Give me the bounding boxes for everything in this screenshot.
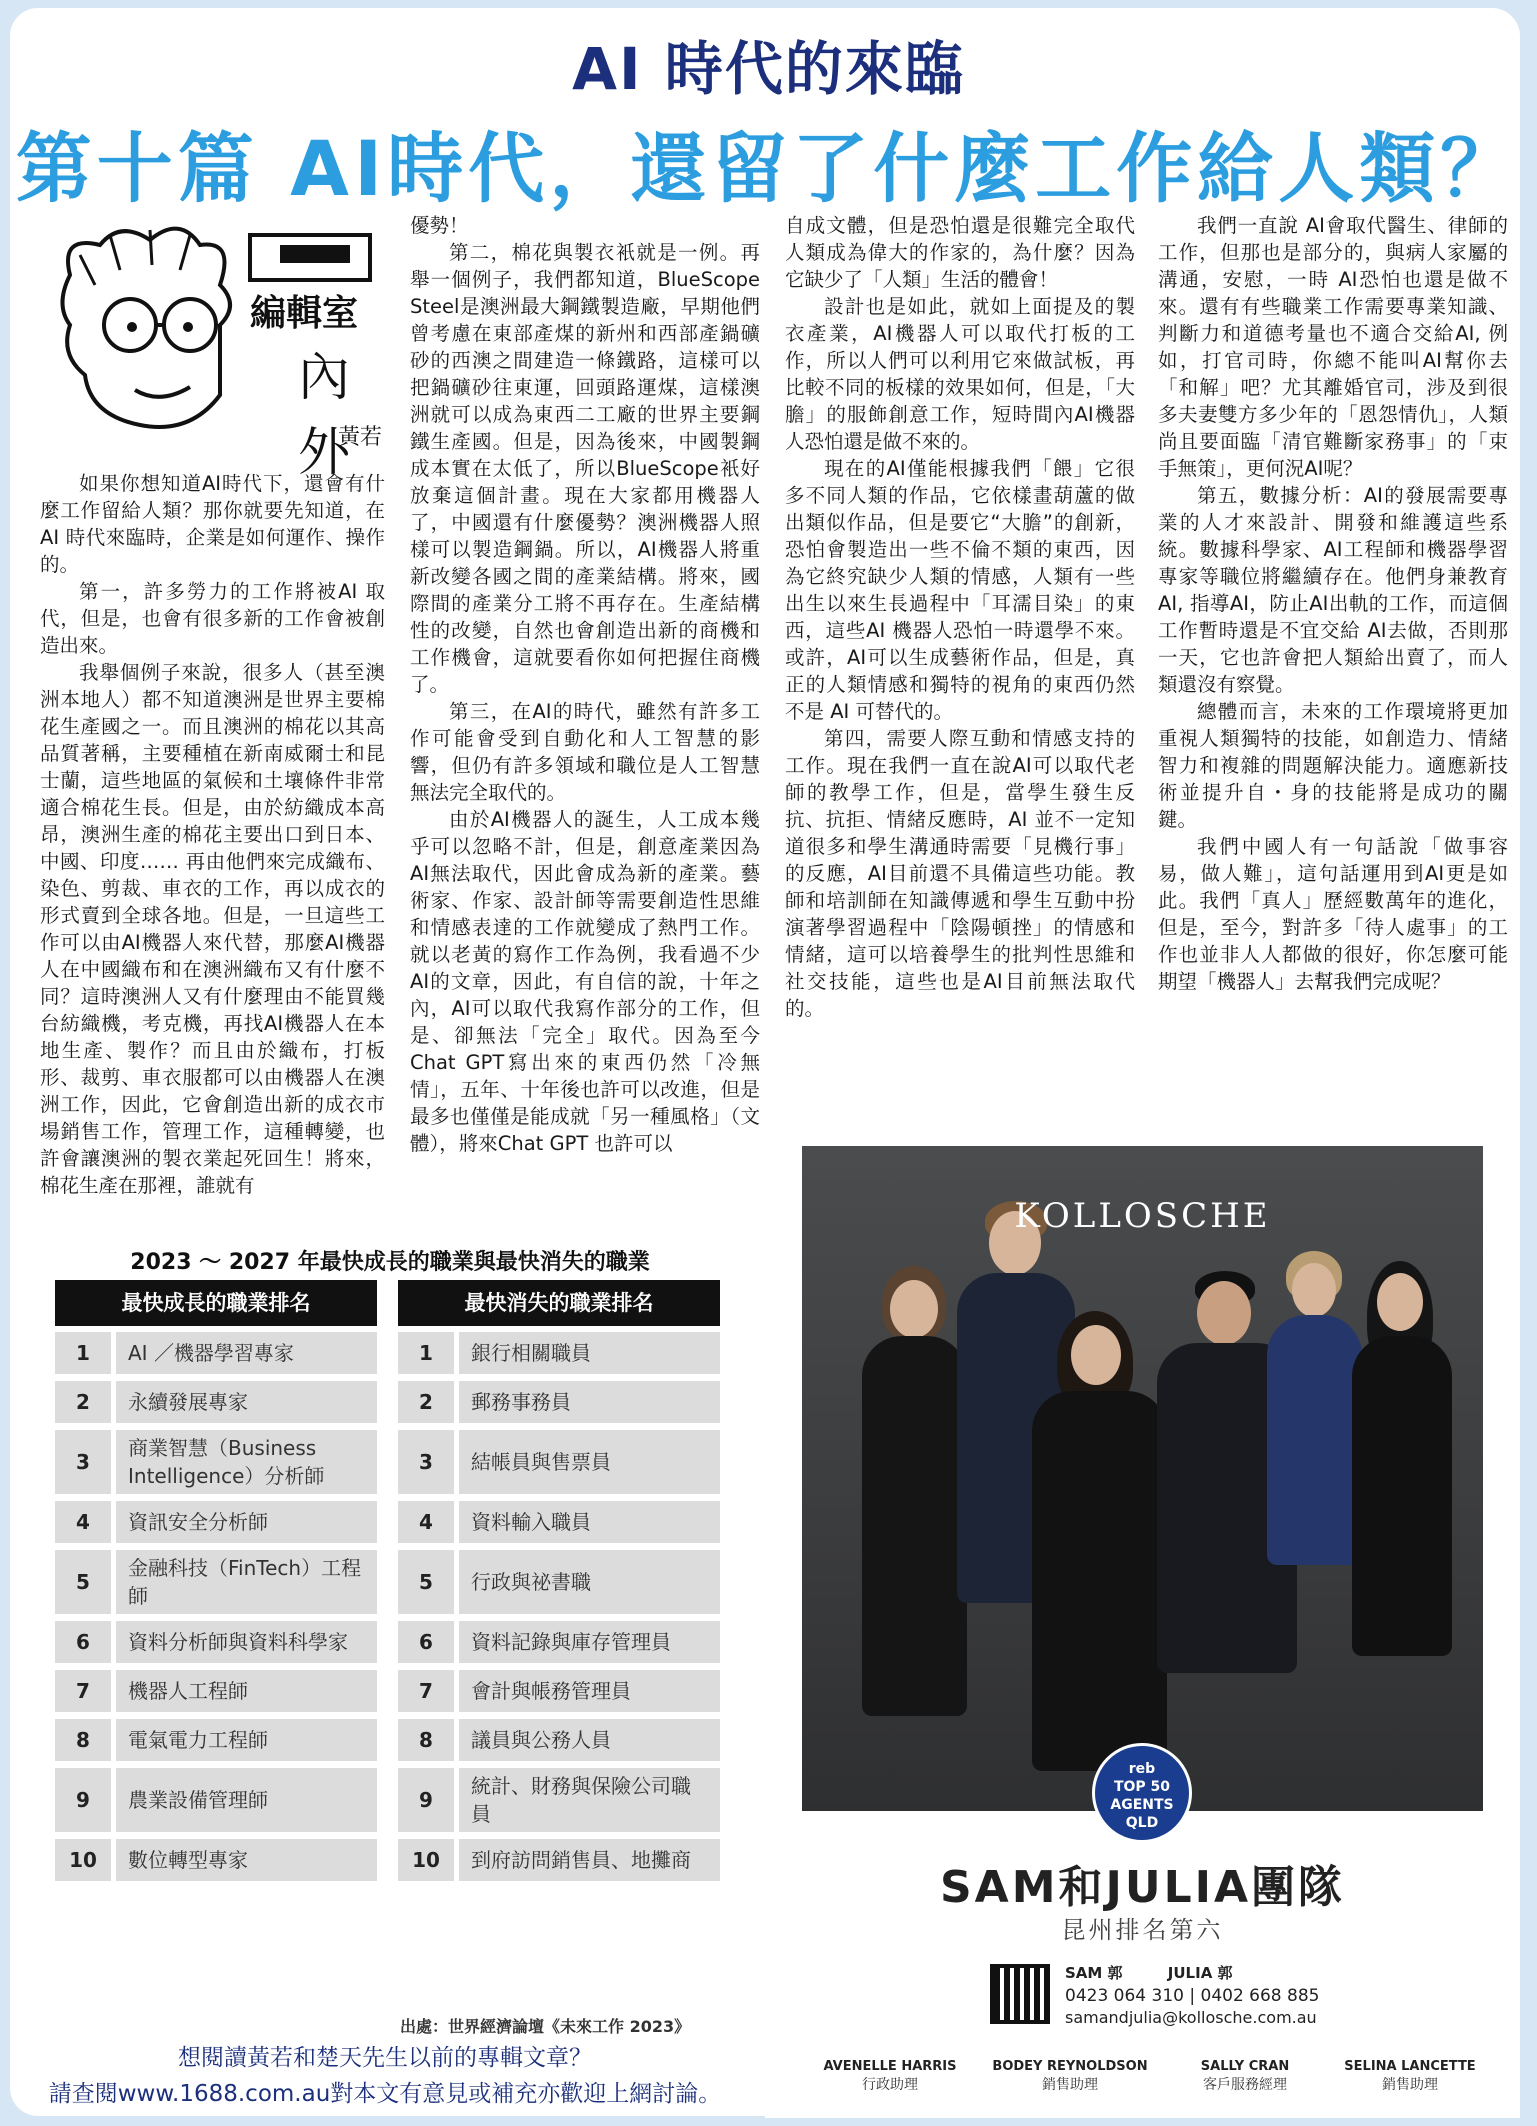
paragraph: 由於AI機器人的誕生，人工成本幾乎可以忽略不計，但是，創意產業因為AI無法取代，因此會成為新的產業。藝術家、作家、設計師等需要創造性思維和情感表達的工作就變成了熱門工作。就以老黃的寫作工作為例，我看過不少AI的文章，因此，有自信的說，十年之內，AI可以取代我寫作部分的工作，但是、卻無法「完全」取代。因為至今Chat GPT寫出來的東西仍然「冷無情」，五年、十年後也許可以改進，但是最多也僅僅是能成就「另一種風格」（文體），將來Chat GPT 也許可以 (410, 808, 760, 1155)
job-title: 永續發展專家 (116, 1381, 377, 1423)
paragraph: 我舉個例子來說，很多人（甚至澳洲本地人）都不知道澳洲是世界主要棉花生產國之一。而且澳洲的棉花以其高品質著稱，主要種植在新南威爾士和昆士蘭，這些地區的氣候和土壤條件非常適合棉花生長。但是，由於紡織成本高昂，澳洲生產的棉花主要出口到日本、中國、印度…… 再由他們來完成織布、染色、剪裁、車衣的工作，再以成衣的形式賣到全球各地。但是，一旦這些工作可以由AI機器人來代替，那麼AI機器人在中國織布和在澳洲織布又有什麼不同？這時澳洲人又有什麼理由不能買幾台紡織機，考克機，再找AI機器人在本地生產、製作？而且由於織布，打板形、裁剪、車衣服都可以由機器人在澳洲工作，因此，它會創造出新的成衣市場銷售工作，管理工作，這種轉變，也許會讓澳洲的製衣業起死回生！將來，棉花生產在那裡，誰就有 (40, 661, 385, 1197)
table-row (398, 1430, 720, 1494)
declining-jobs-table (398, 1280, 720, 1888)
agent-names (1065, 1962, 1273, 1983)
rank-number: 4 (55, 1501, 111, 1543)
table-row (55, 1332, 377, 1374)
job-title: 數位轉型專家 (116, 1839, 377, 1881)
paragraph: 自成文體，但是恐怕還是很難完全取代人類成為偉大的作家的，為什麼？因為它缺少了「人類」生活的體會！ (785, 214, 1135, 291)
table-row (398, 1768, 720, 1832)
paragraph: 優勢！ (410, 214, 469, 237)
staff-name: SELINA LANCETTE (1344, 2059, 1476, 2074)
agent-name: JULIA 郭 (1167, 1964, 1233, 1982)
table-row (55, 1621, 377, 1663)
article-headline: 第十篇 AI時代，還留了什麼工作給人類？ (15, 124, 1522, 213)
table-row (55, 1768, 377, 1832)
table-row (55, 1670, 377, 1712)
award-badge (1092, 1743, 1192, 1843)
rank-number: 2 (398, 1381, 454, 1423)
article-column-1 (40, 470, 385, 1199)
column-subtitle: 內外 (298, 348, 351, 483)
rank-number: 9 (398, 1768, 454, 1832)
job-title: 資訊安全分析師 (116, 1501, 377, 1543)
paragraph: 如果你想知道AI時代下，還會有什麼工作留給人類？那你就要先知道，在AI 時代來臨時，企業是如何運作、操作的。 (40, 472, 385, 576)
staff-member (1170, 2059, 1320, 2094)
real-estate-advertisement (765, 1066, 1520, 2118)
table-title: 2023 ～ 2027 年最快成長的職業與最快消失的職業 (130, 1250, 650, 1275)
phone-numbers[interactable]: 0423 064 310 | 0402 668 885 (1065, 1986, 1320, 2006)
paragraph: 現在的AI僅能根據我們「餵」它很多不同人類的作品，它依樣畫葫蘆的做出類似作品，但是要它“大膽”的創新，恐怕會製造出一些不倫不類的東西，因為它終究缺少人類的情感，人類有一些出生以來生長過程中「耳濡目染」的東西，這些AI 機器人恐怕一時還學不來。或許，AI可以生成藝術作品，但是，真正的人類情感和獨特的視角的東西仍然不是 AI 可替代的。 (785, 457, 1135, 723)
job-title: 統計、財務與保險公司職員 (459, 1768, 720, 1832)
paragraph: 我們一直說 AI會取代醫生、律師的工作，但那也是部分的，與病人家屬的溝通，安慰，一時 AI恐怕也還是做不來。還有有些職業工作需要專業知識、判斷力和道德考量也不適合交給AI, 例如，打官司時，你總不能叫AI幫你去「和解」吧？尤其離婚官司，涉及到很多夫妻雙方多少年的「恩怨情仇」，人類尚且要面臨「清官難斷家務事」的「束手無策」，更何況AI呢？ (1158, 214, 1508, 480)
table-row (55, 1430, 377, 1494)
rank-number: 2 (55, 1381, 111, 1423)
job-title: 農業設備管理師 (116, 1768, 377, 1832)
footer-line: 想閱讀黃若和楚天先生以前的專輯文章？ (178, 2045, 592, 2071)
footer-note (10, 2040, 760, 2112)
table-row (55, 1381, 377, 1423)
job-title: 銀行相關職員 (459, 1332, 720, 1374)
table-row (398, 1621, 720, 1663)
staff-name: SALLY CRAN (1200, 2059, 1290, 2074)
team-name: SAM和JULIA團隊 (939, 1862, 1346, 1913)
rank-number: 5 (398, 1550, 454, 1614)
column-logo (40, 215, 400, 483)
staff-role: 行政助理 (862, 2077, 918, 2093)
agent-name: SAM 郭 (1065, 1964, 1123, 1982)
job-title: 資料分析師與資料科學家 (116, 1621, 377, 1663)
job-title: 行政與祕書職 (459, 1550, 720, 1614)
qr-code-icon[interactable] (990, 1964, 1050, 2024)
staff-role: 銷售助理 (1042, 2077, 1098, 2093)
staff-role: 客戶服務經理 (1203, 2077, 1287, 2093)
table-row (398, 1839, 720, 1881)
rank-number: 7 (55, 1670, 111, 1712)
table-row (55, 1719, 377, 1761)
paragraph: 第五，數據分析：AI的發展需要專業的人才來設計、開發和維護這些系統。數據科學家、AI工程師和機器學習專家等職位將繼續存在。他們身兼教育AI, 指導AI，防止AI出軌的工作，而這個工作暫時還是不宜交給 AI去做，否則那一天，它也許會把人類給出賣了，而人類還沒有察覺。 (1158, 484, 1508, 696)
table-row (398, 1550, 720, 1614)
rank-number: 3 (398, 1430, 454, 1494)
paragraph: 總體而言，未來的工作環境將更加重視人類獨特的技能，如創造力、情緒智力和複雜的問題解決能力。適應新技術並提升自・身的技能將是成功的關鍵。 (1158, 700, 1508, 831)
email-address[interactable]: samandjulia@kollosche.com.au (1065, 2008, 1317, 2027)
job-title: 機器人工程師 (116, 1670, 377, 1712)
staff-name: BODEY REYNOLDSON (992, 2059, 1148, 2074)
job-title: 議員與公務人員 (459, 1719, 720, 1761)
badge-text: AGENTS (1110, 1797, 1174, 1813)
rank-number: 10 (398, 1839, 454, 1881)
staff-member (980, 2059, 1160, 2094)
job-title: 結帳員與售票員 (459, 1430, 720, 1494)
staff-name: AVENELLE HARRIS (823, 2059, 957, 2074)
table-row (398, 1719, 720, 1761)
job-title: 電氣電力工程師 (116, 1719, 377, 1761)
badge-text: QLD (1125, 1815, 1159, 1831)
table-row (398, 1381, 720, 1423)
job-title: 資料記錄與庫存管理員 (459, 1621, 720, 1663)
job-title: 郵務事務員 (459, 1381, 720, 1423)
article-column-4 (1158, 212, 1508, 995)
paragraph: 我們中國人有一句話說「做事容易，做人難」，這句話運用到AI更是如此。我們「真人」歷經數萬年的進化，但是，至今，對許多「待人處事」的工作也並非人人都做的很好，你怎麼可能期望「機器人」去幫我們完成呢？ (1158, 835, 1508, 993)
rank-number: 4 (398, 1501, 454, 1543)
paragraph: 第四，需要人際互動和情感支持的工作。現在我們一直在說AI可以取代老師的教學工作，但是，當學生發生反抗、抗拒、情緒反應時，AI 並不一定知道很多和學生溝通時需要「見機行事」的反應，AI目前還不具備這些功能。教師和培訓師在知識傳遞和學生互動中扮演著學習過程中「陰陽頓挫」的情感和情緒，這可以培養學生的批判性思維和社交技能，這些也是AI目前無法取代的。 (785, 727, 1135, 1020)
job-title: 商業智慧（Business Intelligence）分析師 (116, 1430, 377, 1494)
column-label: 編輯室 (250, 293, 359, 334)
badge-text: TOP 50 (1113, 1779, 1171, 1795)
growing-jobs-table (55, 1280, 377, 1888)
job-title: 會計與帳務管理員 (459, 1670, 720, 1712)
paragraph: 第三，在AI的時代，雖然有許多工作可能會受到自動化和人工智慧的影響，但仍有許多領域和職位是人工智慧無法完全取代的。 (410, 700, 760, 804)
table-row (55, 1501, 377, 1543)
team-ranking: 昆州排名第六 (1061, 1916, 1224, 1944)
table-header: 最快消失的職業排名 (398, 1280, 720, 1326)
team-photo (802, 1146, 1483, 1811)
table-row (398, 1501, 720, 1543)
staff-role: 銷售助理 (1382, 2077, 1438, 2093)
job-title: 到府訪問銷售員、地攤商 (459, 1839, 720, 1881)
rank-number: 1 (55, 1332, 111, 1374)
badge-text: reb (1128, 1761, 1156, 1777)
article-column-3 (785, 212, 1135, 1022)
table-row (398, 1332, 720, 1374)
rank-number: 1 (398, 1332, 454, 1374)
job-title: AI ／機器學習專家 (116, 1332, 377, 1374)
table-source: 出處：世界經濟論壇《未來工作 2023》 (400, 2017, 691, 2036)
series-title: AI 時代的來臨 (572, 35, 965, 103)
rank-number: 5 (55, 1550, 111, 1614)
table-row (55, 1839, 377, 1881)
article-column-2 (410, 212, 760, 1157)
author-name: 黃若 (338, 425, 383, 450)
staff-member (1325, 2059, 1495, 2094)
table-row (398, 1670, 720, 1712)
rank-number: 8 (398, 1719, 454, 1761)
rank-number: 8 (55, 1719, 111, 1761)
job-title: 資料輸入職員 (459, 1501, 720, 1543)
footer-line: 請查閱www.1688.com.au對本文有意見或補充亦歡迎上網討論。 (48, 2081, 722, 2107)
rank-number: 7 (398, 1670, 454, 1712)
paragraph: 第一，許多勞力的工作將被AI 取代，但是，也會有很多新的工作會被創造出來。 (40, 580, 385, 657)
rank-number: 6 (398, 1621, 454, 1663)
rank-number: 10 (55, 1839, 111, 1881)
job-title: 金融科技（FinTech）工程師 (116, 1550, 377, 1614)
rank-number: 9 (55, 1768, 111, 1832)
rank-number: 6 (55, 1621, 111, 1663)
rank-number: 3 (55, 1430, 111, 1494)
table-header: 最快成長的職業排名 (55, 1280, 377, 1326)
paragraph: 第二，棉花與製衣衹就是一例。再舉一個例子，我們都知道，BlueScope Steel是澳洲最大鋼鐵製造廠，早期他們曾考慮在東部產煤的新州和西部產鍋礦砂的西澳之間建造一條鐵路，這樣可以把鍋礦砂往東運，回頭路運煤，這樣澳洲就可以成為東西二工廠的世界主要鋼鐵生產國。但是，因為後來，中國製鋼成本實在太低了，所以BlueScope衹好放棄這個計畫。現在大家都用機器人了，中國還有什麼優勢？澳洲機器人照樣可以製造鋼鍋。所以，AI機器人將重新改變各國之間的產業結構。將來，國際間的產業分工將不再存在。生產結構性的改變，自然也會創造出新的商機和工作機會，這就要看你如何把握住商機了。 (410, 241, 760, 696)
paragraph: 設計也是如此，就如上面提及的製衣產業，AI機器人可以取代打板的工作，所以人們可以利用它來做試板，再比較不同的板樣的效果如何，但是，「大膽」的服飾創意工作，短時間內AI機器人恐怕還是做不來的。 (785, 295, 1135, 453)
staff-member (805, 2059, 975, 2094)
brand-logo: KOLLOSCHE (1014, 1196, 1271, 1236)
table-row (55, 1550, 377, 1614)
